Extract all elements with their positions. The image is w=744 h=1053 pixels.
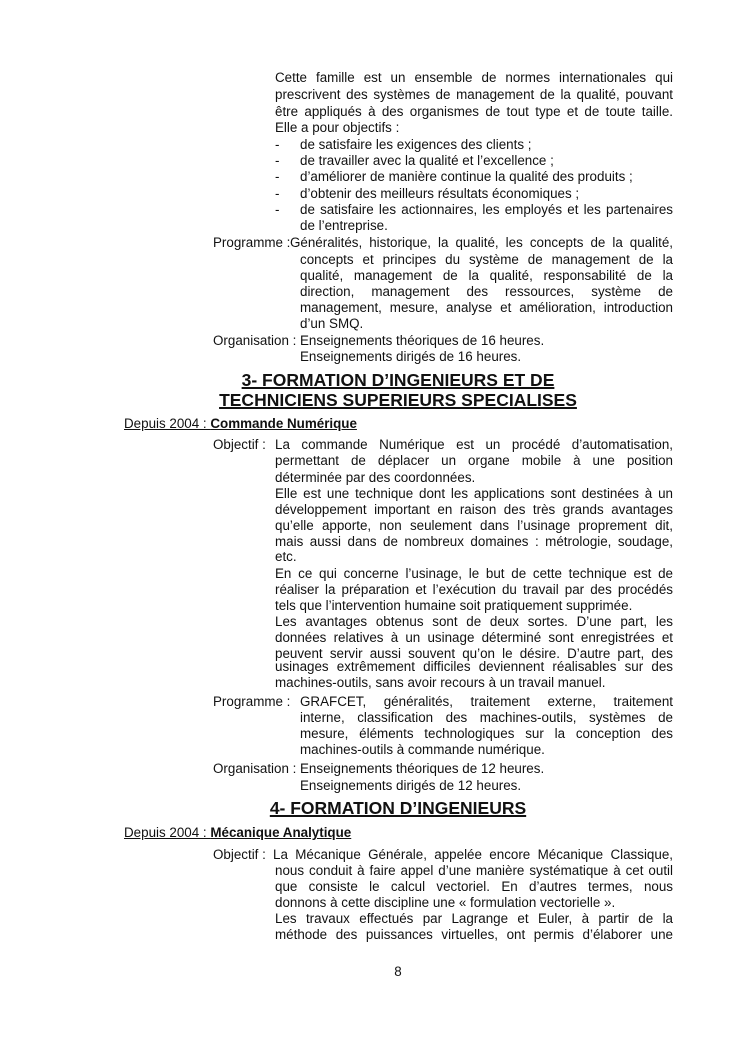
objective-item: de satisfaire les exigences des clients ; [300, 137, 532, 152]
objectif-line: réaliser la préparation et l’exécution du travail par des procédés [275, 582, 673, 597]
objectif-line: Les avantages obtenus sont de deux sortes. D’une part, les [275, 614, 673, 629]
objective-item: de l’entreprise. [300, 218, 388, 233]
bullet-dash: - [275, 137, 280, 152]
objectif-line: La commande Numérique est un procédé d’automatisation, [275, 437, 673, 452]
course-name: Commande Numérique [210, 416, 357, 431]
objectif-line: données relatives à un usinage déterminé sont enregistrées et [275, 630, 673, 645]
organisation-line: Enseignements théoriques de 12 heures. [300, 761, 545, 776]
objectif-line: donnons à cette discipline une « formulation vectorielle ». [275, 895, 616, 910]
objective-item: de satisfaire les actionnaires, les employés et les partenaires [300, 202, 673, 217]
objectif-line: machines-outils, sans avoir recours à un travail manuel. [275, 675, 606, 690]
objective-item: d’améliorer de manière continue la qualité des produits ; [300, 169, 633, 184]
programme-line: concepts et principes du système de management de la [300, 252, 673, 267]
programme-line: machines-outils à commande numérique. [300, 742, 545, 757]
programme-line: Généralités, historique, la qualité, les concepts de la qualité, [290, 235, 673, 250]
paragraph-line: Elle a pour objectifs : [275, 120, 400, 135]
course-name: Mécanique Analytique [210, 825, 352, 840]
organisation-label: Organisation : [213, 761, 297, 776]
programme-label: Programme : [213, 235, 291, 250]
section-heading [120, 390, 676, 410]
programme-line: GRAFCET, généralités, traitement externe, traitement [300, 694, 673, 709]
bullet-dash: - [275, 153, 280, 168]
organisation-line: Enseignements dirigés de 16 heures. [300, 349, 522, 364]
bullet-dash: - [275, 186, 280, 201]
objectif-line: etc. [275, 549, 297, 564]
paragraph-line: Cette famille est un ensemble de normes internationales qui [275, 70, 673, 85]
since-label: Depuis 2004 : [124, 825, 211, 840]
section-heading-text: TECHNICIENS SUPERIEURS SPECIALISES [219, 390, 577, 410]
objectif-line: peuvent servir aussi souvent qu’on le désire. D’autre part, des [275, 646, 673, 661]
objectif-line: qu’elle apporte, non seulement dans l’usinage proprement dit, [275, 518, 673, 533]
objectif-line: usinages extrêmement difficiles deviennent réalisables sur des [275, 659, 673, 674]
objectif-label: Objectif : [213, 437, 266, 452]
programme-line: management, mesure, analyse et amélioration, introduction [300, 300, 673, 315]
page-number: 8 [394, 964, 402, 979]
objectif-line: permettant de déplacer un organe mobile à une position [275, 453, 673, 468]
bullet-dash: - [275, 169, 280, 184]
bullet-dash: - [275, 202, 280, 217]
objectif-line: que consiste le calcul vectoriel. En d’autres termes, nous [275, 879, 673, 894]
objectif-line: méthode des puissances virtuelles, ont permis d’élaborer une [275, 927, 673, 942]
course-title-line [124, 416, 357, 432]
programme-line: qualité, management de la qualité, responsabilité de la [300, 268, 673, 283]
since-label: Depuis 2004 : [124, 416, 211, 431]
objective-item: d’obtenir des meilleurs résultats économiques ; [300, 186, 580, 201]
programme-line: d’un SMQ. [300, 316, 364, 331]
organisation-line: Enseignements dirigés de 12 heures. [300, 778, 522, 793]
programme-line: mesure, éléments technologiques sur la conception des [300, 726, 673, 741]
course-title-line [124, 825, 351, 841]
objectif-line: mais aussi dans de nombreux domaines : métrologie, soudage, [275, 534, 673, 549]
organisation-label: Organisation : [213, 333, 297, 348]
programme-line: interne, classification des machines-outils, systèmes de [300, 710, 673, 725]
programme-line: direction, management des ressources, système de [300, 284, 673, 299]
objectif-label: Objectif : [213, 847, 266, 862]
section-heading [120, 798, 676, 818]
section-heading [120, 370, 676, 390]
objectif-line: développement important en raison des très grands avantages [275, 502, 673, 517]
organisation-line: Enseignements théoriques de 16 heures. [300, 333, 545, 348]
section-heading-text: 3- FORMATION D’INGENIEURS ET DE [241, 370, 555, 390]
objective-item: de travailler avec la qualité et l’excellence ; [300, 153, 554, 168]
objectif-line: tels que l’intervention humaine soit pratiquement supprimée. [275, 598, 633, 613]
objectif-line: Les travaux effectués par Lagrange et Euler, à partir de la [275, 911, 673, 926]
objectif-line: En ce qui concerne l’usinage, le but de cette technique est de [275, 566, 673, 581]
paragraph-line: être appliqués à des organismes de tout type et de toute taille. [275, 104, 673, 119]
programme-label: Programme : [213, 694, 291, 709]
objectif-line: Elle est une technique dont les applications sont destinées à un [275, 486, 673, 501]
section-heading-text: 4- FORMATION D’INGENIEURS [269, 798, 527, 818]
objectif-line: nous conduit à faire appel d’une manière systématique à cet outil [275, 863, 673, 878]
paragraph-line: prescrivent des systèmes de management de la qualité, pouvant [275, 87, 673, 102]
objectif-line: déterminée par des coordonnées. [275, 470, 476, 485]
objectif-line: La Mécanique Générale, appelée encore Mécanique Classique, [273, 847, 673, 862]
